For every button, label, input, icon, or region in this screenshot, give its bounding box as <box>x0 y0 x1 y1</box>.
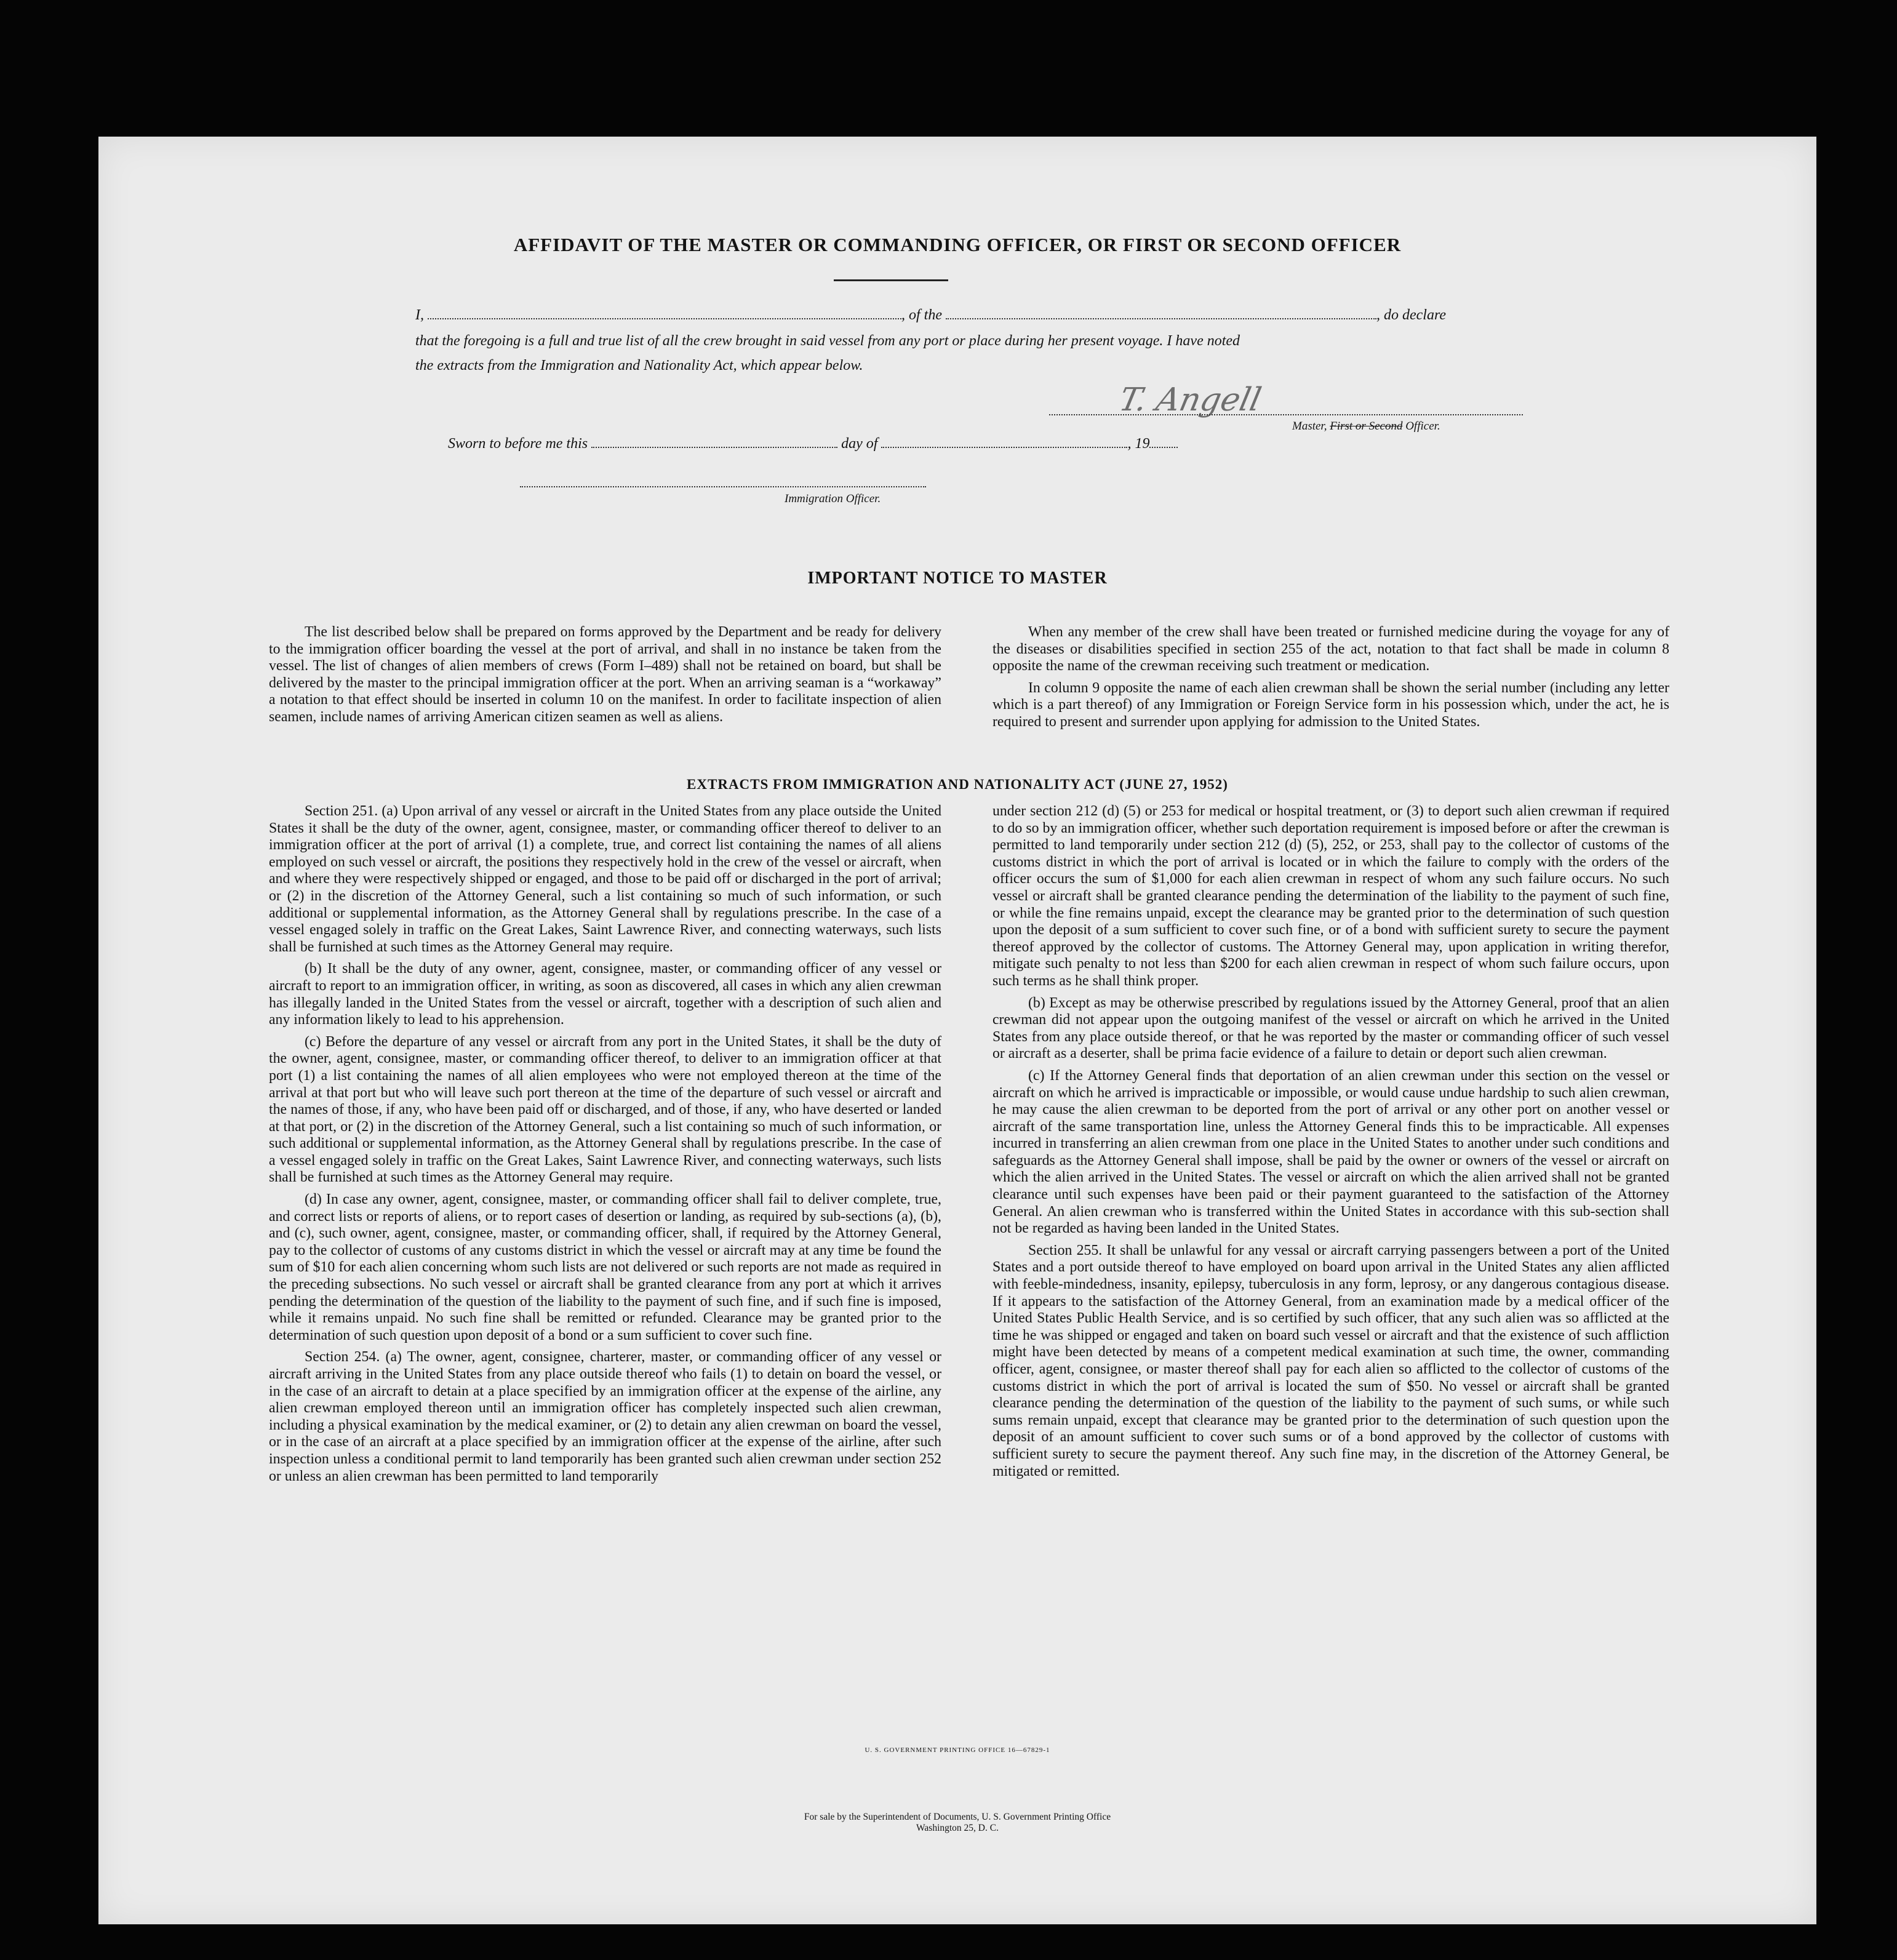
sale-notice <box>98 1812 1816 1834</box>
statement-line-2: the extracts from the Immigration and Nationality Act, which appear below. <box>415 358 863 374</box>
sworn-label: Sworn to before me this <box>448 436 588 452</box>
sworn-line <box>448 436 1178 452</box>
of-the-label: , of the <box>901 307 942 323</box>
sale-line-1: For sale by the Superintendent of Documents, U. S. Government Printing Office <box>804 1812 1111 1822</box>
day-of-label: day of <box>841 436 878 452</box>
notice-heading: IMPORTANT NOTICE TO MASTER <box>807 569 1108 588</box>
form-page <box>98 137 1816 1924</box>
title-rule <box>834 279 948 281</box>
act-paragraph: (c) If the Attorney General finds that deportation of an alien crewman under this section on the vessel or aircraft on which he arrived is impracticable or impossible, or would cause undue hardship to such alien crewman, he may cause the alien crewman to be deported from the port of arrival or any other port on another vessel or aircraft of the same transportation line, unless the Attorney General finds this to be impracticable. All expenses incurred in transferring an alien crewman from one place in the United States to another under such conditions and safeguards as the Attorney General shall impose, shall be paid by the owner or owners of the vessel or aircraft on which the alien arrived in the United States. The vessel or aircraft on which the alien arrived shall not be granted clearance until such expenses have been paid or their payment guaranteed to the satisfaction of the Attorney General. An alien crewman who is transferred within the United States in accordance with this sub-section shall not be regarded as having been landed in the United States. <box>992 1067 1669 1237</box>
immigration-officer-line[interactable] <box>520 486 926 487</box>
sale-line-2: Washington 25, D. C. <box>916 1823 999 1833</box>
act-paragraph: (b) It shall be the duty of any owner, agent, consignee, master, or commanding officer of any vessel or aircraft to report to an immigration officer, in writing, as soon as discovered, all cases in which any alien crewman has illegally landed in the United States from the vessel or aircraft, together with a description of such alien and any information likely to lead to his apprehension. <box>269 961 941 1028</box>
day-field[interactable] <box>591 436 837 448</box>
notice-paragraph: In column 9 opposite the name of each alien crewman shall be shown the serial number (including any letter which is a part thereof) of any Immigration or Foreign Service form in his possession which, under the act, he is required to present and surrender upon applying for admission to the United States. <box>992 679 1669 730</box>
vessel-field[interactable] <box>946 307 1376 319</box>
act-paragraph: Section 251. (a) Upon arrival of any vessel or aircraft in the United States from any place outside the United States it shall be the duty of the owner, agent, consignee, master, or commanding officer thereof to deliver to an immigration officer at the port of arrival (1) a complete, true, and correct list containing the names of all aliens employed on such vessel or aircraft, the positions they respectively hold in the crew of the vessel or aircraft, when and where they were respectively shipped or engaged, and those to be paid off or discharged in the port of arrival; or (2) in the discretion of the Attorney General, such a list containing so much of such information, or such additional or supplemental information, as the Attorney General shall by regulations prescribe. In the case of a vessel engaged solely in traffic on the Great Lakes, Saint Lawrence River, and connecting waterways, such lists shall be furnished at such times as the Attorney General may require. <box>269 803 941 955</box>
act-paragraph: Section 255. It shall be unlawful for any vessal or aircraft carrying passengers between a port of the United States and a port outside thereof to have employed on board upon arrival in the United States any alien afflicted with feeble-mindedness, insanity, epilepsy, tuberculosis in any form, leprosy, or any dangerous contagious disease. If it appears to the satisfaction of the Attorney General, from an examination made by a medical officer of the United States Public Health Service, and is so certified by such officer, that any such alien was so afflicted at the time he was shipped or engaged and taken on board such vessel or aircraft and that the existence of such affliction might have been detected by means of a competent medical examination at such time, the owner, commanding officer, agent, consignee, or master thereof shall pay for each alien so afflicted to the collector of customs of the customs district in which the port of arrival is located the sum of $50. No vessel or aircraft shall be granted clearance pending the determination of the question of the liability to the payment of such sums, or while such sums remain unpaid, except that clearance may be granted prior to the determination of such question upon the deposit of an amount sufficient to cover such sums or of a bond approved by the collector of customs with sufficient surety to secure the payment thereof. Any such fine may, in the discretion of the Attorney General, be mitigated or remitted. <box>992 1242 1669 1479</box>
caption-officer: Officer. <box>1405 420 1440 433</box>
caption-master: Master, <box>1292 420 1327 433</box>
caption-struck: First or Second <box>1330 420 1403 433</box>
declaration-line <box>415 303 1523 327</box>
act-paragraph: under section 212 (d) (5) or 253 for medical or hospital treatment, or (3) to deport such alien crewman if required to do so by an immigration officer, whether such deportation requirement is imposed before or after the crewman is permitted to land temporarily under section 212 (d) (5), 252, or 253, shall pay to the collector of customs of the customs district in which the port of arrival is located or in which the failure to comply with the orders of the officer occurs the sum of $1,000 for each alien crewman in respect of whom any such failure occurs. No such vessel or aircraft shall be granted clearance pending the determination of the liability to the payment of such fine, or while the fine remains unpaid, except the clearance may be granted prior to the determination of such question upon the deposit of a sum sufficient to cover such fine, or of a bond with sufficient surety to secure the payment thereof approved by the collector of customs. The Attorney General may, upon application in writing therefor, mitigate such penalty to not less than $200 for each alien crewman in respect of whom such failure occurs, upon such terms as he shall think proper. <box>992 803 1669 989</box>
master-signature: T. Angell <box>1116 382 1264 418</box>
act-paragraph: (c) Before the departure of any vessel or aircraft from any port in the United States, it shall be the duty of the owner, agent, consignee, master, or commanding officer thereof, to deliver to an immigration officer at that port (1) a list containing the names of all alien employees who were not employed thereon at the time of the arrival at that port but who will leave such port thereon at the time of the departure of such vessel or aircraft and the names of those, if any, who have been paid off or discharged, and of those, if any, who have deserted or landed at that port, or (2) in the discretion of the Attorney General, such a list containing so much of such information, or such additional or supplemental information, as the Attorney General shall by regulations prescribe. In the case of a vessel engaged solely in traffic on the Great Lakes, Saint Lawrence River, and connecting waterways, such lists shall be furnished at such times as the Attorney General may require. <box>269 1033 941 1186</box>
extracts-heading: EXTRACTS FROM IMMIGRATION AND NATIONALITY ACT (JUNE 27, 1952) <box>687 777 1228 792</box>
name-field[interactable] <box>428 307 901 319</box>
declare-label: , do declare <box>1376 307 1447 323</box>
notice-left-column <box>269 624 941 731</box>
affidavit-title: AFFIDAVIT OF THE MASTER OR COMMANDING OFFICER, OR FIRST OR SECOND OFFICER <box>513 234 1402 255</box>
signature-caption <box>1292 420 1440 433</box>
immigration-officer-caption: Immigration Officer. <box>785 492 881 505</box>
act-right-column <box>992 803 1669 1485</box>
statement-line-1: that the foregoing is a full and true list of all the crew brought in said vessel from any port or place during her present voyage. I have noted <box>415 333 1240 349</box>
signature-line[interactable] <box>1049 414 1523 415</box>
notice-paragraph: The list described below shall be prepared on forms approved by the Department and be ready for delivery to the immigration officer boarding the vessel at the port of arrival, and shall in no instance be taken from the vessel. The list of changes of alien members of crews (Form I–489) shall not be retained on board, but shall be delivered by the master to the principal immigration officer at the port. When an arriving seaman is a “workaway” a notation to that effect should be inserted in column 10 on the manifest. In order to facilitate inspection of alien seamen, include names of arriving American citizen seamen as well as aliens. <box>269 624 941 725</box>
i-label: I, <box>415 307 424 323</box>
notice-right-column <box>992 624 1669 736</box>
act-paragraph: (b) Except as may be otherwise prescribed by regulations issued by the Attorney General, proof that an alien crewman did not appear upon the outgoing manifest of the vessel or aircraft on which he arrived in the United States from any place outside thereof, or that he was reported by the master or commanding officer of such vessel or aircraft as a deserter, shall be prima facie evidence of a failure to detain or deport such alien crewman. <box>992 994 1669 1062</box>
act-left-column <box>269 803 941 1490</box>
act-paragraph: Section 254. (a) The owner, agent, consignee, charterer, master, or commanding officer of any vessel or aircraft arriving in the United States from any place outside thereof who fails (1) to detain on board the vessel, or in the case of an aircraft to detain at a place specified by an immigration officer at the expense of the airline, any alien crewman employed thereon until an immigration officer has completely inspected such alien crewman, including a physical examination by the medical examiner, or (2) to detain any alien crewman on board the vessel, or in the case of an aircraft at a place specified by an immigration officer at the expense of the airline, after such inspection unless a conditional permit to land temporarily has been granted such alien crewman under section 252 or unless an alien crewman has been permitted to land temporarily <box>269 1349 941 1484</box>
year-label: , 19 <box>1127 436 1150 452</box>
gpo-imprint: U. S. GOVERNMENT PRINTING OFFICE 16—67829-1 <box>865 1746 1050 1754</box>
notice-paragraph: When any member of the crew shall have been treated or furnished medicine during the voyage for any of the diseases or disabilities specified in section 255 of the act, notation to that fact shall be made in column 8 opposite the name of the crewman receiving such treatment or medication. <box>992 624 1669 674</box>
year-field[interactable] <box>1149 436 1178 448</box>
act-paragraph: (d) In case any owner, agent, consignee, master, or commanding officer shall fail to deliver complete, true, and correct lists or reports of aliens, or to report cases of desertion or landing, as required by sub-sections (a), (b), and (c), such owner, agent, consignee, master, or commanding officer, shall, if required by the Attorney General, pay to the collector of customs of any customs district in which the vessel or aircraft may at any time be found the sum of $10 for each alien concerning whom such lists are not delivered or such reports are not made as required in the preceding subsections. No such vessel or aircraft shall be granted clearance from any port at which it arrives pending the determination of the question of the liability to the payment of such fine, and if such fine is imposed, while it remains unpaid. No such fine shall be remitted or refunded. Clearance may be granted prior to the determination of such question upon deposit of a bond or a sum sufficient to cover such fine. <box>269 1191 941 1343</box>
month-field[interactable] <box>881 436 1127 448</box>
